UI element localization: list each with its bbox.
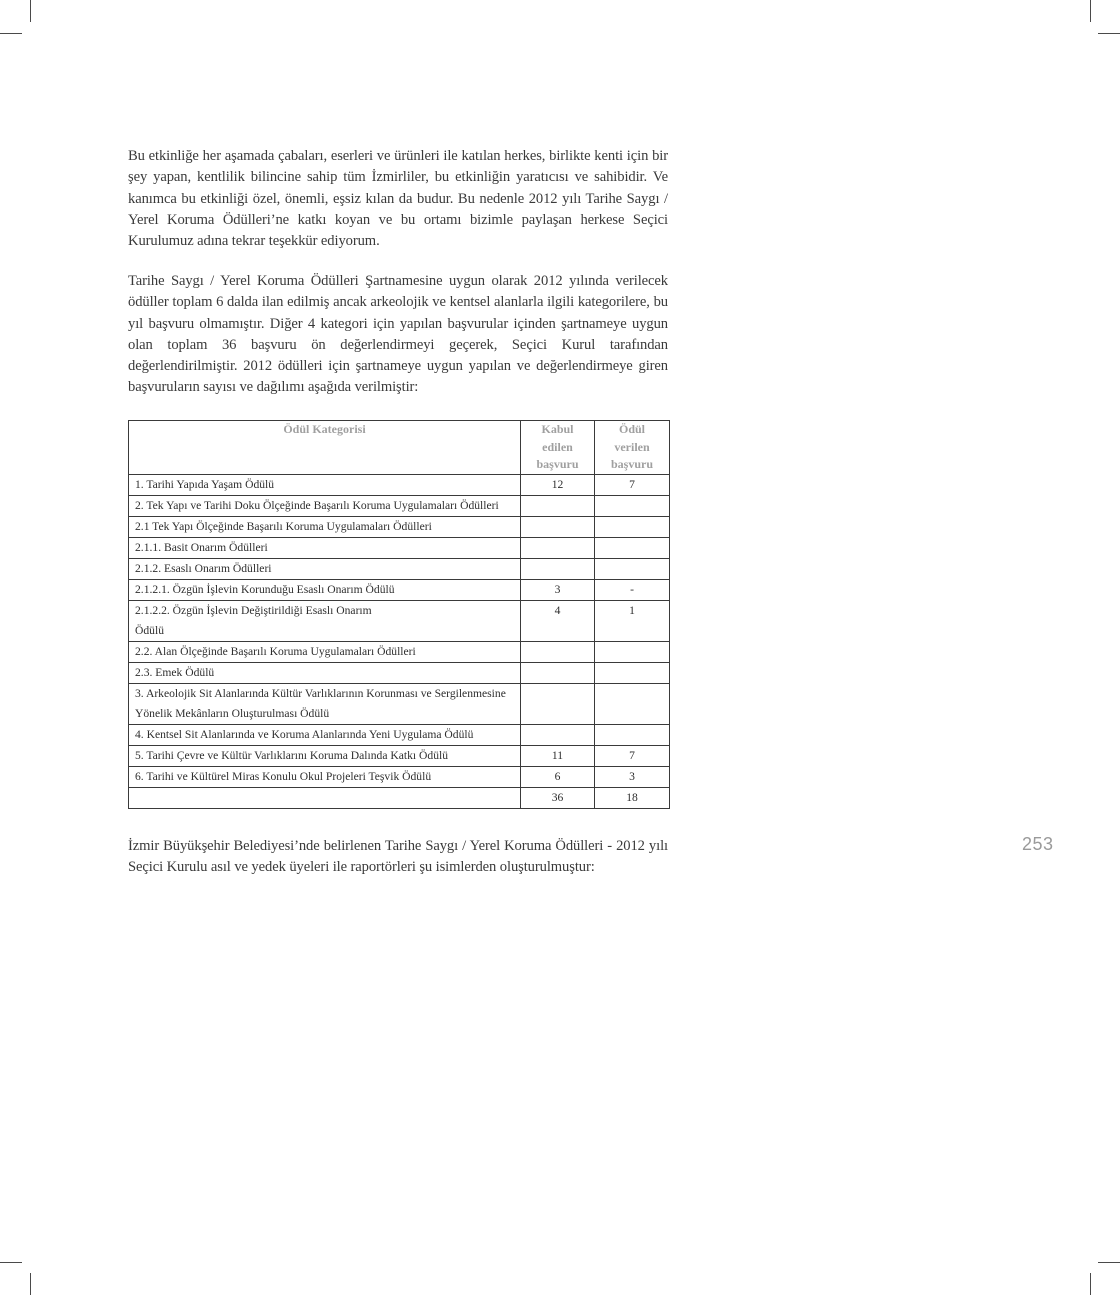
specification-paragraph: Tarihe Saygı / Yerel Koruma Ödülleri Şartnamesine uygun olarak 2012 yılında verilecek ödüller toplam 6 dalda ilan edilmiş ancak arkeolojik ve kentsel alanlarla ilgili kategorilere, bu yıl başvuru olmamıştır. Diğer 4 kategori için yapılan başvurular içinden şartnameye uygun olan toplam 36 başvuru ön değerlendirmeyi geçerek, Seçici Kurul tarafından değerlendirilmiştir. 2012 ödülleri için şartnameye uygun yapılan ve değerlendirmeye giren başvuruların sayısı ve dağılımı aşağıda verilmiştir: <box>128 273 668 396</box>
table-row <box>129 517 670 538</box>
row-awarded: - <box>595 580 670 601</box>
row-accepted <box>521 725 595 746</box>
row-label: 5. Tarihi Çevre ve Kültür Varlıklarını Koruma Dalında Katkı Ödülü <box>129 746 521 767</box>
row-accepted: 11 <box>521 746 595 767</box>
row-accepted: 12 <box>521 475 595 496</box>
row-accepted <box>521 663 595 684</box>
table-row <box>129 475 670 496</box>
crop-mark <box>1098 1262 1120 1263</box>
row-accepted <box>521 642 595 663</box>
row-label-line: 2.1.2.2. Özgün İşlevin Değiştirildiği Esaslı Onarım <box>135 604 372 617</box>
table-header-row <box>129 421 670 475</box>
table-row <box>129 496 670 517</box>
row-awarded: 7 <box>595 746 670 767</box>
row-label: 4. Kentsel Sit Alanlarında ve Koruma Alanlarında Yeni Uygulama Ödülü <box>129 725 521 746</box>
crop-mark <box>30 1273 31 1295</box>
table-row <box>129 538 670 559</box>
row-accepted <box>521 496 595 517</box>
header-accepted-line: başvuru <box>536 457 579 471</box>
row-label: 2.1 Tek Yapı Ölçeğinde Başarılı Koruma Uygulamaları Ödülleri <box>129 517 521 538</box>
row-label: 2.3. Emek Ödülü <box>129 663 521 684</box>
row-awarded: 7 <box>595 475 670 496</box>
row-awarded <box>595 496 670 517</box>
row-label: 2. Tek Yapı ve Tarihi Doku Ölçeğinde Başarılı Koruma Uygulamaları Ödülleri <box>129 496 521 517</box>
table-row <box>129 642 670 663</box>
intro-paragraph: Bu etkinliğe her aşamada çabaları, eserleri ve ürünleri ile katılan herkes, birlikte kenti için bir şey yapan, kentlilik bilincine sahip tüm İzmirliler, bu etkinliğin yaratıcısı ve sahibidir. Ve kanımca bu etkinliği özel, önemli, eşsiz kılan da budur. Bu nedenle 2012 yılı Tarihe Saygı / Yerel Koruma Ödülleri’ne katkı koyan ve bu ortamı bizimle paylaşan herkese Seçici Kurulumuz adına tekrar teşekkür ediyorum. <box>128 148 668 250</box>
row-awarded: 1 <box>595 601 670 642</box>
row-awarded <box>595 538 670 559</box>
row-accepted: 4 <box>521 601 595 642</box>
row-label: 2.1.1. Basit Onarım Ödülleri <box>129 538 521 559</box>
total-awarded: 18 <box>595 788 670 809</box>
table-row <box>129 767 670 788</box>
row-awarded <box>595 559 670 580</box>
crop-mark <box>1090 1273 1091 1295</box>
row-label: 6. Tarihi ve Kültürel Miras Konulu Okul Projeleri Teşvik Ödülü <box>129 767 521 788</box>
total-label <box>129 788 521 809</box>
header-awarded-line: başvuru <box>610 457 654 471</box>
committee-paragraph: İzmir Büyükşehir Belediyesi’nde belirlenen Tarihe Saygı / Yerel Koruma Ödülleri - 2012 yılı Seçici Kurulu asıl ve yedek üyeleri ile raportörleri şu isimlerden oluşturulmuştur: <box>128 838 668 876</box>
header-awarded-line: Ödül <box>618 422 645 436</box>
row-label: 1. Tarihi Yapıda Yaşam Ödülü <box>129 475 521 496</box>
row-accepted <box>521 559 595 580</box>
row-accepted <box>521 684 595 725</box>
row-awarded <box>595 517 670 538</box>
header-accepted <box>521 421 595 475</box>
row-label-line: Ödülü <box>135 624 164 637</box>
row-label <box>129 601 521 642</box>
crop-mark <box>0 33 22 34</box>
row-label: 2.1.2.1. Özgün İşlevin Korunduğu Esaslı Onarım Ödülü <box>129 580 521 601</box>
row-awarded <box>595 663 670 684</box>
table-row <box>129 746 670 767</box>
header-awarded-line: verilen <box>614 439 650 454</box>
row-label: 2.2. Alan Ölçeğinde Başarılı Koruma Uygulamaları Ödülleri <box>129 642 521 663</box>
header-accepted-line: Kabul <box>541 422 574 436</box>
page-number: 253 <box>1022 834 1054 854</box>
row-label: 2.1.2. Esaslı Onarım Ödülleri <box>129 559 521 580</box>
table-row <box>129 663 670 684</box>
table-row <box>129 601 670 642</box>
crop-mark <box>1098 33 1120 34</box>
crop-mark <box>1090 0 1091 22</box>
header-awarded <box>595 421 670 475</box>
crop-mark <box>30 0 31 22</box>
row-accepted: 6 <box>521 767 595 788</box>
table-row <box>129 559 670 580</box>
row-awarded <box>595 642 670 663</box>
table-total-row <box>129 788 670 809</box>
row-label: 3. Arkeolojik Sit Alanlarında Kültür Varlıklarının Korunması ve Sergilenmesine Yönelik Mekânların Oluşturulması Ödülü <box>129 684 521 725</box>
row-awarded <box>595 684 670 725</box>
table-row <box>129 580 670 601</box>
row-awarded <box>595 725 670 746</box>
row-awarded: 3 <box>595 767 670 788</box>
header-accepted-line: edilen <box>542 439 573 454</box>
total-accepted: 36 <box>521 788 595 809</box>
row-accepted <box>521 538 595 559</box>
row-accepted <box>521 517 595 538</box>
row-accepted: 3 <box>521 580 595 601</box>
crop-mark <box>0 1262 22 1263</box>
awards-table <box>128 420 670 809</box>
table-row <box>129 725 670 746</box>
header-category: Ödül Kategorisi <box>129 421 521 475</box>
table-row <box>129 684 670 725</box>
